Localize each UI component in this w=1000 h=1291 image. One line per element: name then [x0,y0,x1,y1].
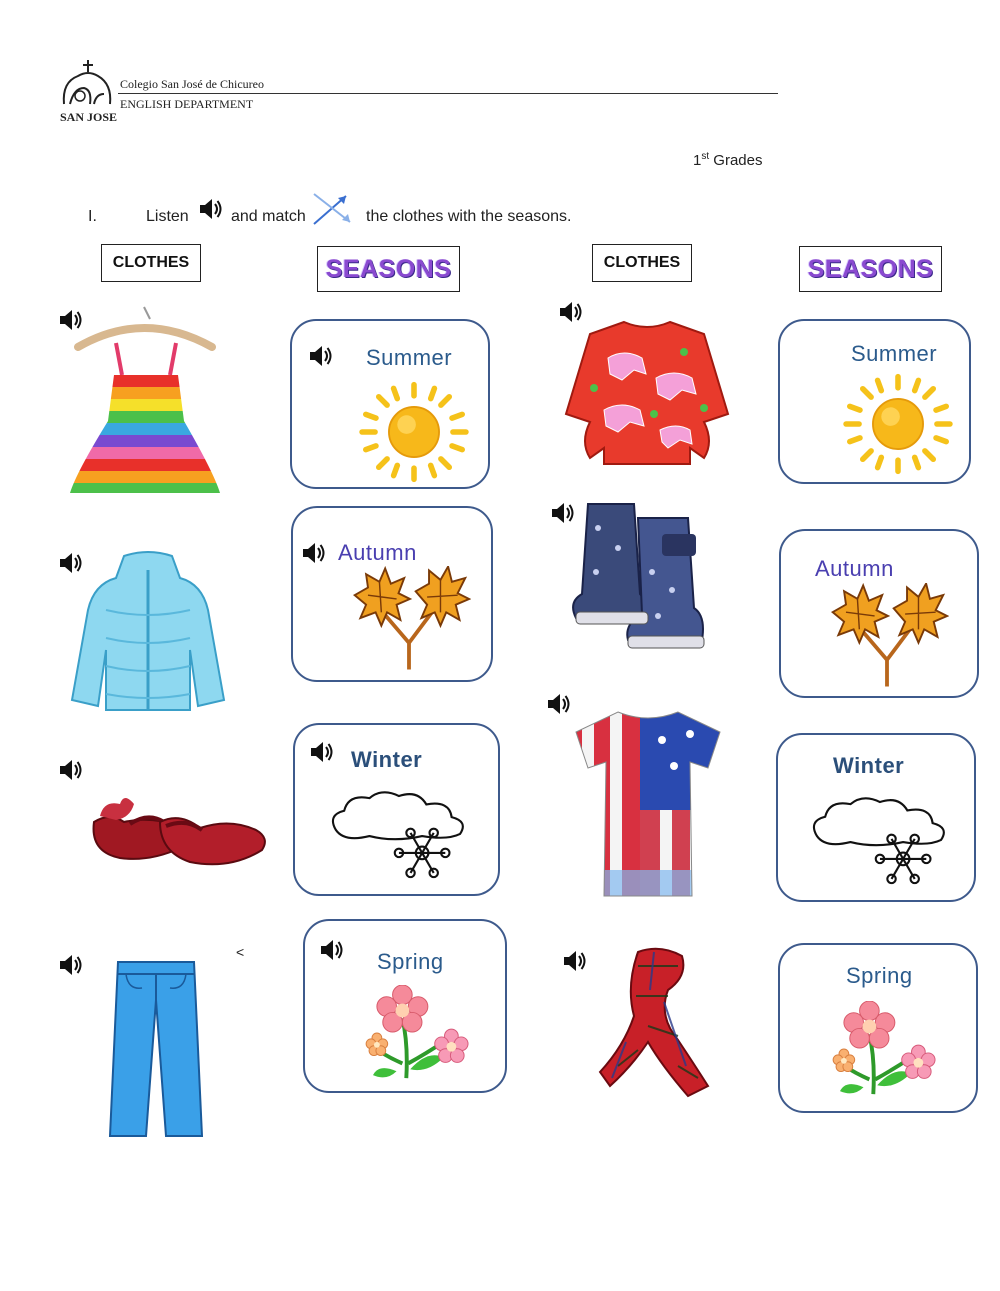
speaker-icon[interactable] [562,948,588,974]
flowers-icon [832,1001,944,1099]
season-card-spring[interactable] [778,943,978,1113]
season-label-winter: Winter [351,747,423,772]
season-label-spring: Spring [846,963,913,988]
sun-icon [842,373,954,475]
flag-tshirt-image[interactable] [570,710,726,898]
sun-icon [358,381,470,483]
season-card-spring[interactable] [303,919,507,1093]
speaker-icon[interactable] [319,937,345,963]
clothes-header-label: CLOTHES [112,254,190,271]
speaker-icon[interactable] [309,739,335,765]
puffer-jacket-image[interactable] [68,550,228,716]
grade-word: Grades [709,152,763,169]
horse-shirt-image[interactable] [564,318,730,466]
instruction-and-match: and match [231,208,306,225]
season-label-autumn: Autumn [338,540,417,565]
logo-text: SAN JOSE [60,110,118,124]
jeans-image[interactable] [106,960,206,1140]
season-card-summer[interactable] [778,319,971,484]
season-label-autumn: Autumn [815,556,894,581]
season-label-summer: Summer [851,341,938,366]
flowers-icon [365,985,477,1083]
striped-dress-image[interactable] [64,303,226,503]
instruction-listen: Listen [146,208,189,225]
speaker-icon[interactable] [58,757,84,783]
speaker-icon[interactable] [546,691,572,717]
snow-boots-image[interactable] [568,498,716,654]
speaker-icon[interactable] [58,952,84,978]
clothes-header-label: CLOTHES [603,254,681,271]
header-rule [118,93,778,94]
season-label-spring: Spring [377,949,444,974]
speaker-icon[interactable] [301,540,327,566]
stray-mark: < [236,944,245,960]
autumn-leaves-icon [347,566,471,672]
seasons-header-label: SEASONS [807,254,934,283]
clothes-header-left [101,244,201,282]
grade-number: 1 [693,152,702,169]
instruction-rest: the clothes with the seasons. [366,208,572,225]
season-card-winter[interactable] [776,733,976,902]
department-name: ENGLISH DEPARTMENT [120,97,254,111]
season-card-summer[interactable] [290,319,490,489]
seasons-header-right [799,246,942,292]
instruction-number: I. [88,208,97,225]
speaker-icon[interactable] [198,196,224,222]
snow-cloud-icon [321,787,479,883]
season-card-winter[interactable] [293,723,500,896]
seasons-header-left [317,246,460,292]
snow-cloud-icon [802,793,960,889]
season-card-autumn[interactable] [291,506,493,682]
clothes-header-right [592,244,692,282]
season-label-summer: Summer [366,345,453,370]
red-shoes-image[interactable] [90,782,268,872]
match-arrows-icon [310,190,354,226]
season-label-winter: Winter [833,753,905,778]
grade-label [693,151,762,169]
school-name: Colegio San José de Chicureo [120,77,264,91]
season-card-autumn[interactable] [779,529,979,698]
autumn-leaves-icon [825,583,949,689]
seasons-header-label: SEASONS [325,254,452,283]
speaker-icon[interactable] [308,343,334,369]
plaid-scarf-image[interactable] [598,946,724,1098]
grade-superscript: st [701,151,710,162]
